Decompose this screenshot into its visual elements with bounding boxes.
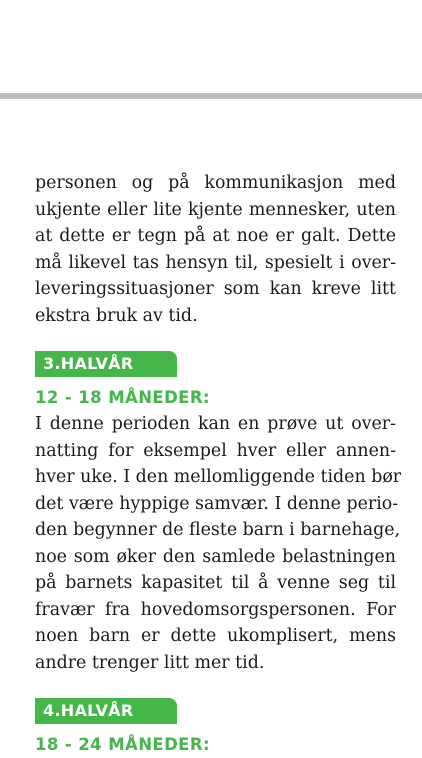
text-line: den begynner de fleste barn i barnehage, [35,520,401,540]
text-line: personen og på kommunikasjon med [35,173,396,193]
section-tag-label: 4.HALVÅR [43,701,134,720]
text-line: noen barn er dette ukomplisert, mens [35,626,396,646]
section-tag-label: 3.HALVÅR [43,354,134,373]
text-line: I denne perioden kan en prøve ut over- [35,414,396,434]
intro-paragraph [35,170,396,329]
text-line: fravær fra hovedomsorgspersonen. For [35,599,396,620]
text-line: ekstra bruk av tid. [35,305,198,326]
text-line: noe som øker den samlede belastningen [35,546,396,567]
text-line: andre trenger litt mer tid. [35,652,265,673]
age-heading-12-18: 12 - 18 MÅNEDER: [35,388,210,407]
section-tag-4-halvar [35,698,177,724]
text-line: på barnets kapasitet til å venne seg til [35,573,396,593]
text-line: at dette er tegn på at noe er galt. Dette [35,226,396,246]
document-body [35,170,402,758]
text-line: natting for eksempel hver eller annen- [35,440,396,461]
text-line: leveringssituasjoner som kan kreve litt [35,279,396,299]
age-heading-18-24: 18 - 24 MÅNEDER: [35,735,210,754]
text-line: hver uke. I den mellomliggende tiden bør [35,467,402,487]
section-paragraph-12-18 [35,411,402,676]
text-line: må likevel tas hensyn til, spesielt i over- [35,252,396,273]
section-tag-3-halvar [35,351,177,377]
text-line: ukjente eller lite kjente mennesker, uten [35,199,396,220]
header-divider-bar [0,93,422,99]
text-line: det være hyppige samvær. I denne perio- [35,493,399,514]
